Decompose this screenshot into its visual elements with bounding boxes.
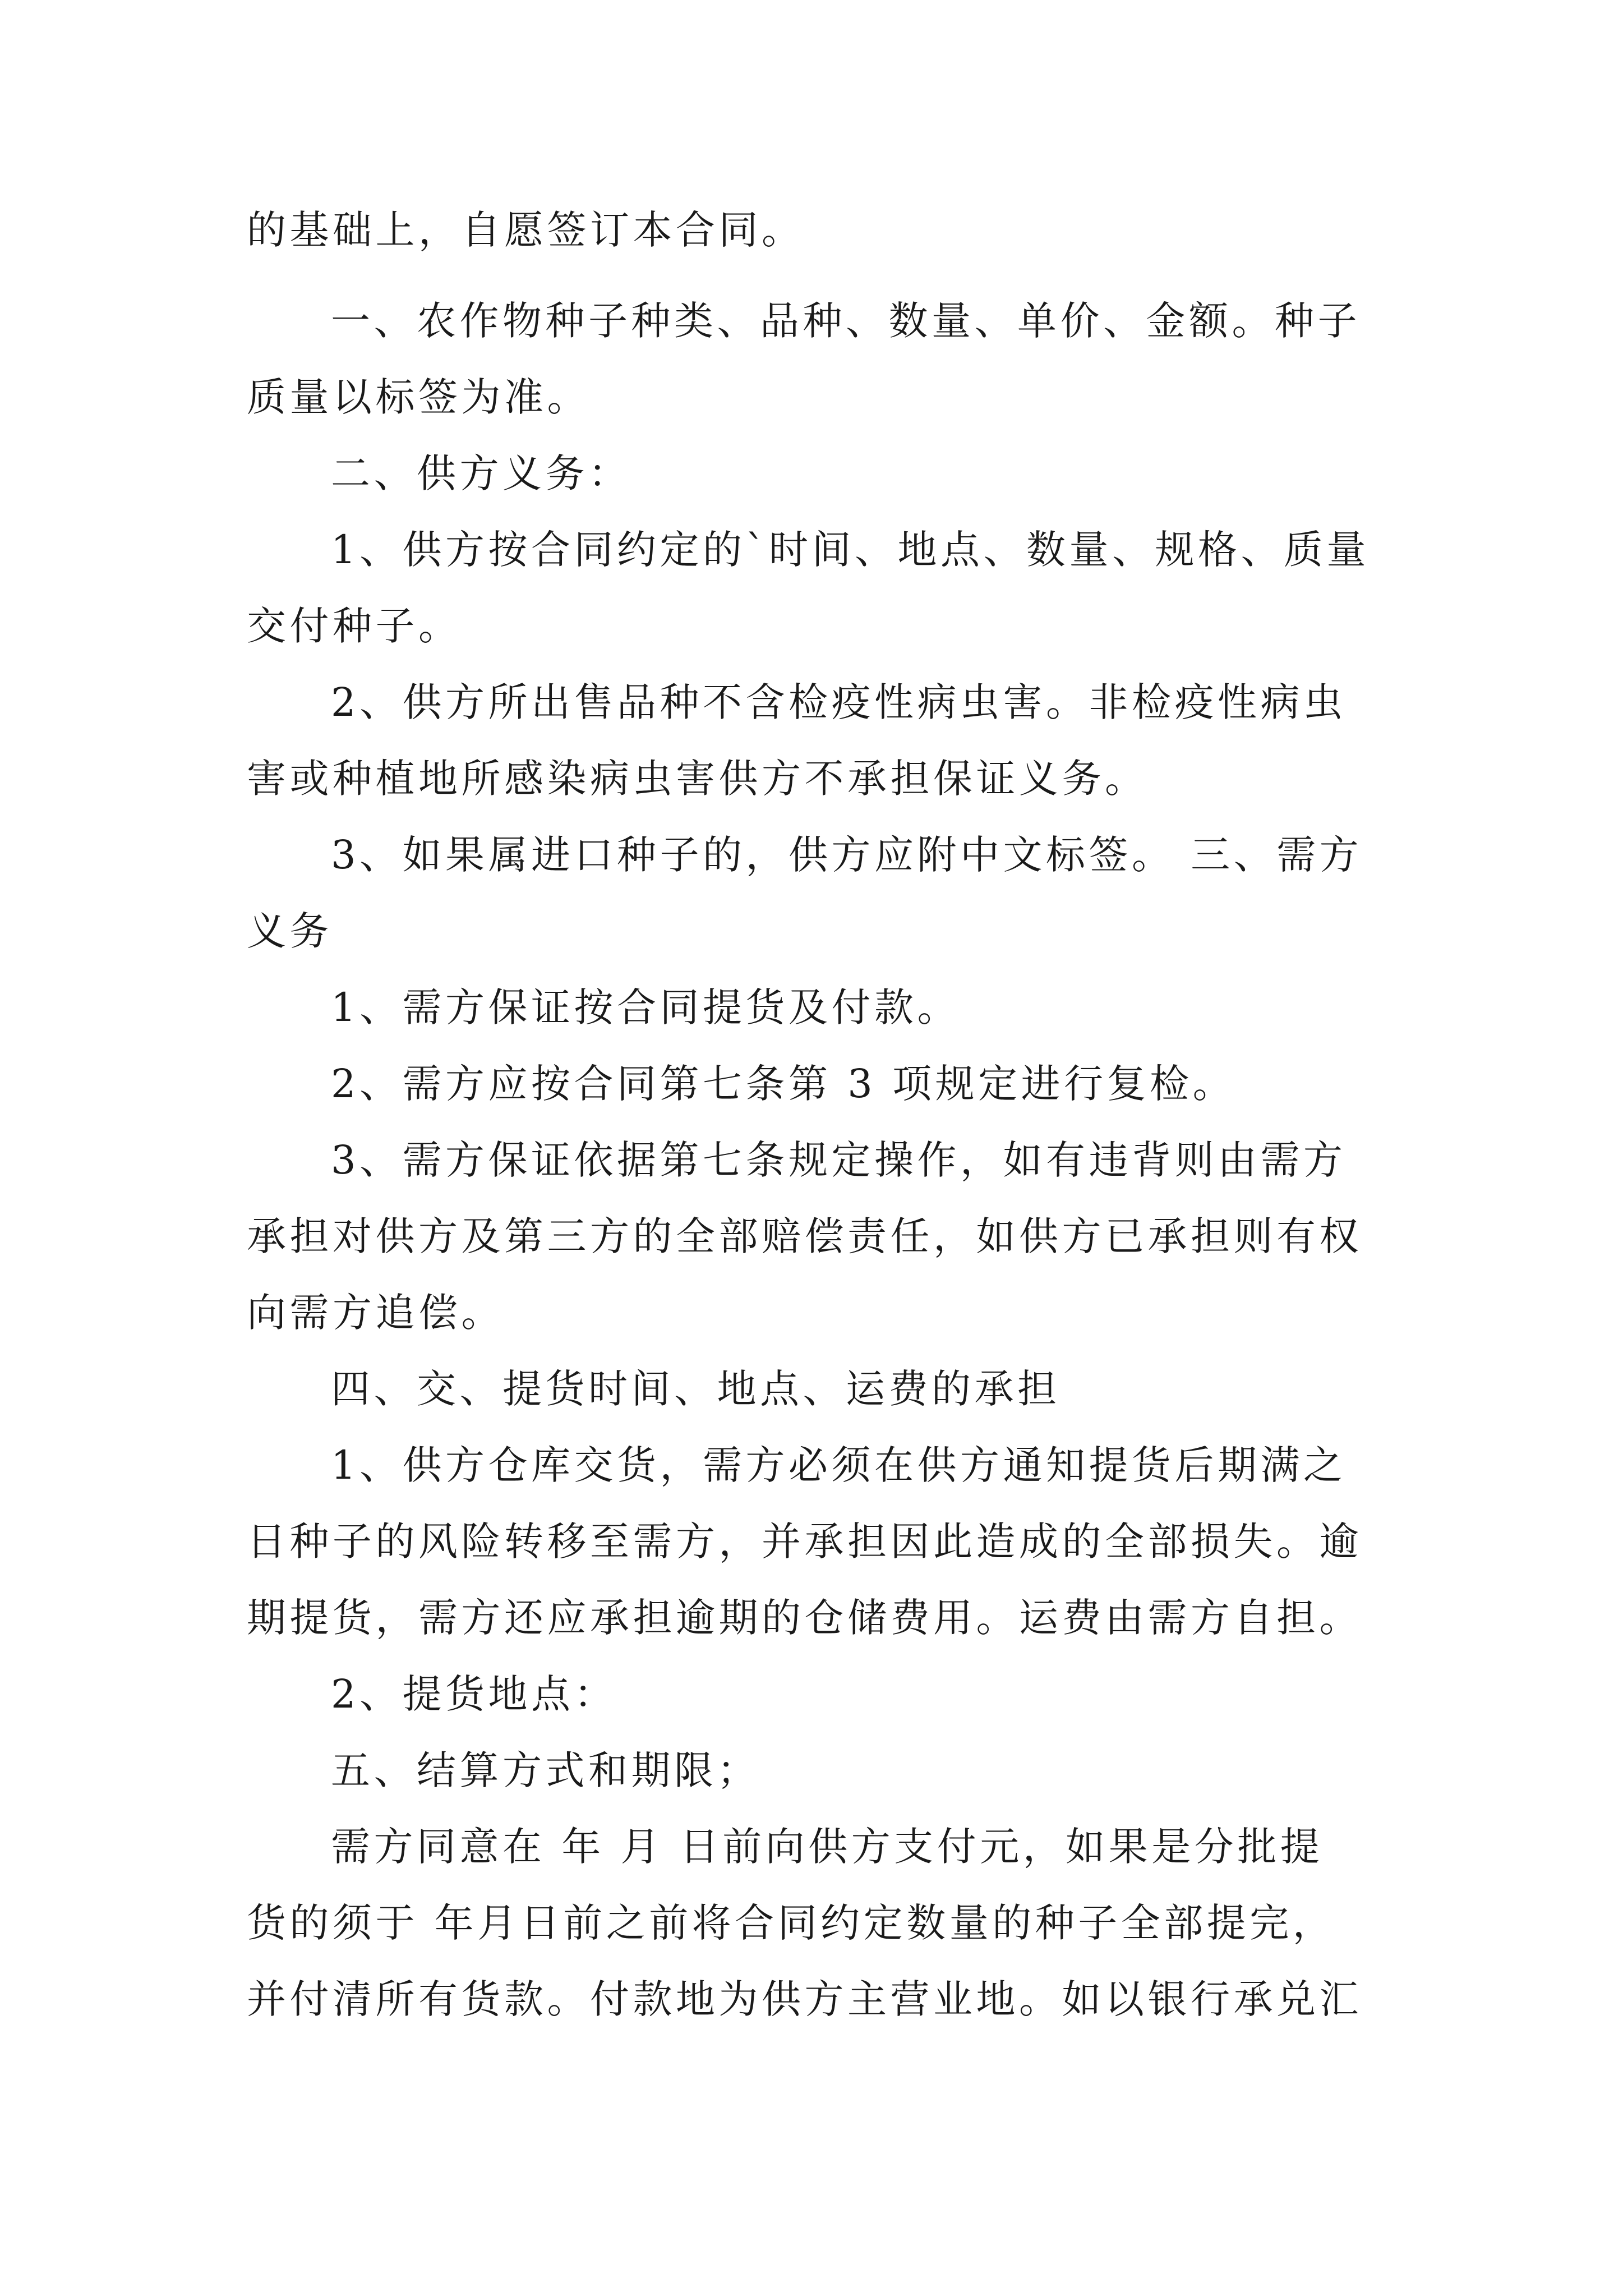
text-line: 五、结算方式和期限； bbox=[331, 1747, 760, 1793]
text-line: 需方同意在 年 月 日前向供方支付元，如果是分批提 bbox=[331, 1824, 1324, 1870]
text-line: 货的须于 年月日前之前将合同约定数量的种子全部提完， bbox=[247, 1900, 1336, 1946]
text-line: 日种子的风险转移至需方，并承担因此造成的全部损失。逾 bbox=[247, 1519, 1362, 1565]
text-line: 2、需方应按合同第七条第 3 项规定进行复检。 bbox=[331, 1061, 1236, 1107]
text-line: 1、需方保证按合同提货及付款。 bbox=[331, 984, 961, 1030]
text-line: 并付清所有货款。付款地为供方主营业地。如以银行承兑汇 bbox=[247, 1976, 1362, 2022]
text-line: 1、供方按合同约定的`时间、地点、数量、规格、质量 bbox=[331, 527, 1370, 573]
text-line: 质量以标签为准。 bbox=[247, 374, 590, 420]
text-line: 2、提货地点： bbox=[331, 1671, 617, 1717]
text-line: 1、供方仓库交货，需方必须在供方通知提货后期满之 bbox=[331, 1442, 1347, 1488]
text-line: 交付种子。 bbox=[247, 603, 462, 649]
text-line: 向需方追偿。 bbox=[247, 1290, 504, 1336]
text-line: 二、供方义务： bbox=[331, 450, 631, 496]
text-line: 2、供方所出售品种不含检疫性病虫害。非检疫性病虫 bbox=[331, 679, 1347, 725]
text-line: 期提货，需方还应承担逾期的仓储费用。运费由需方自担。 bbox=[247, 1595, 1362, 1641]
text-line: 的基础上，自愿签订本合同。 bbox=[247, 207, 805, 253]
text-line: 义务 bbox=[247, 908, 333, 954]
text-line: 3、如果属进口种子的，供方应附中文标签。 三、需方 bbox=[331, 832, 1363, 878]
text-line: 一、农作物种子种类、品种、数量、单价、金额。种子 bbox=[331, 298, 1361, 344]
text-line: 3、需方保证依据第七条规定操作，如有违背则由需方 bbox=[331, 1137, 1347, 1183]
text-line: 害或种植地所感染病虫害供方不承担保证义务。 bbox=[247, 756, 1148, 802]
text-line: 承担对供方及第三方的全部赔偿责任，如供方已承担则有权 bbox=[247, 1213, 1362, 1259]
text-line: 四、交、提货时间、地点、运费的承担 bbox=[331, 1366, 1061, 1412]
